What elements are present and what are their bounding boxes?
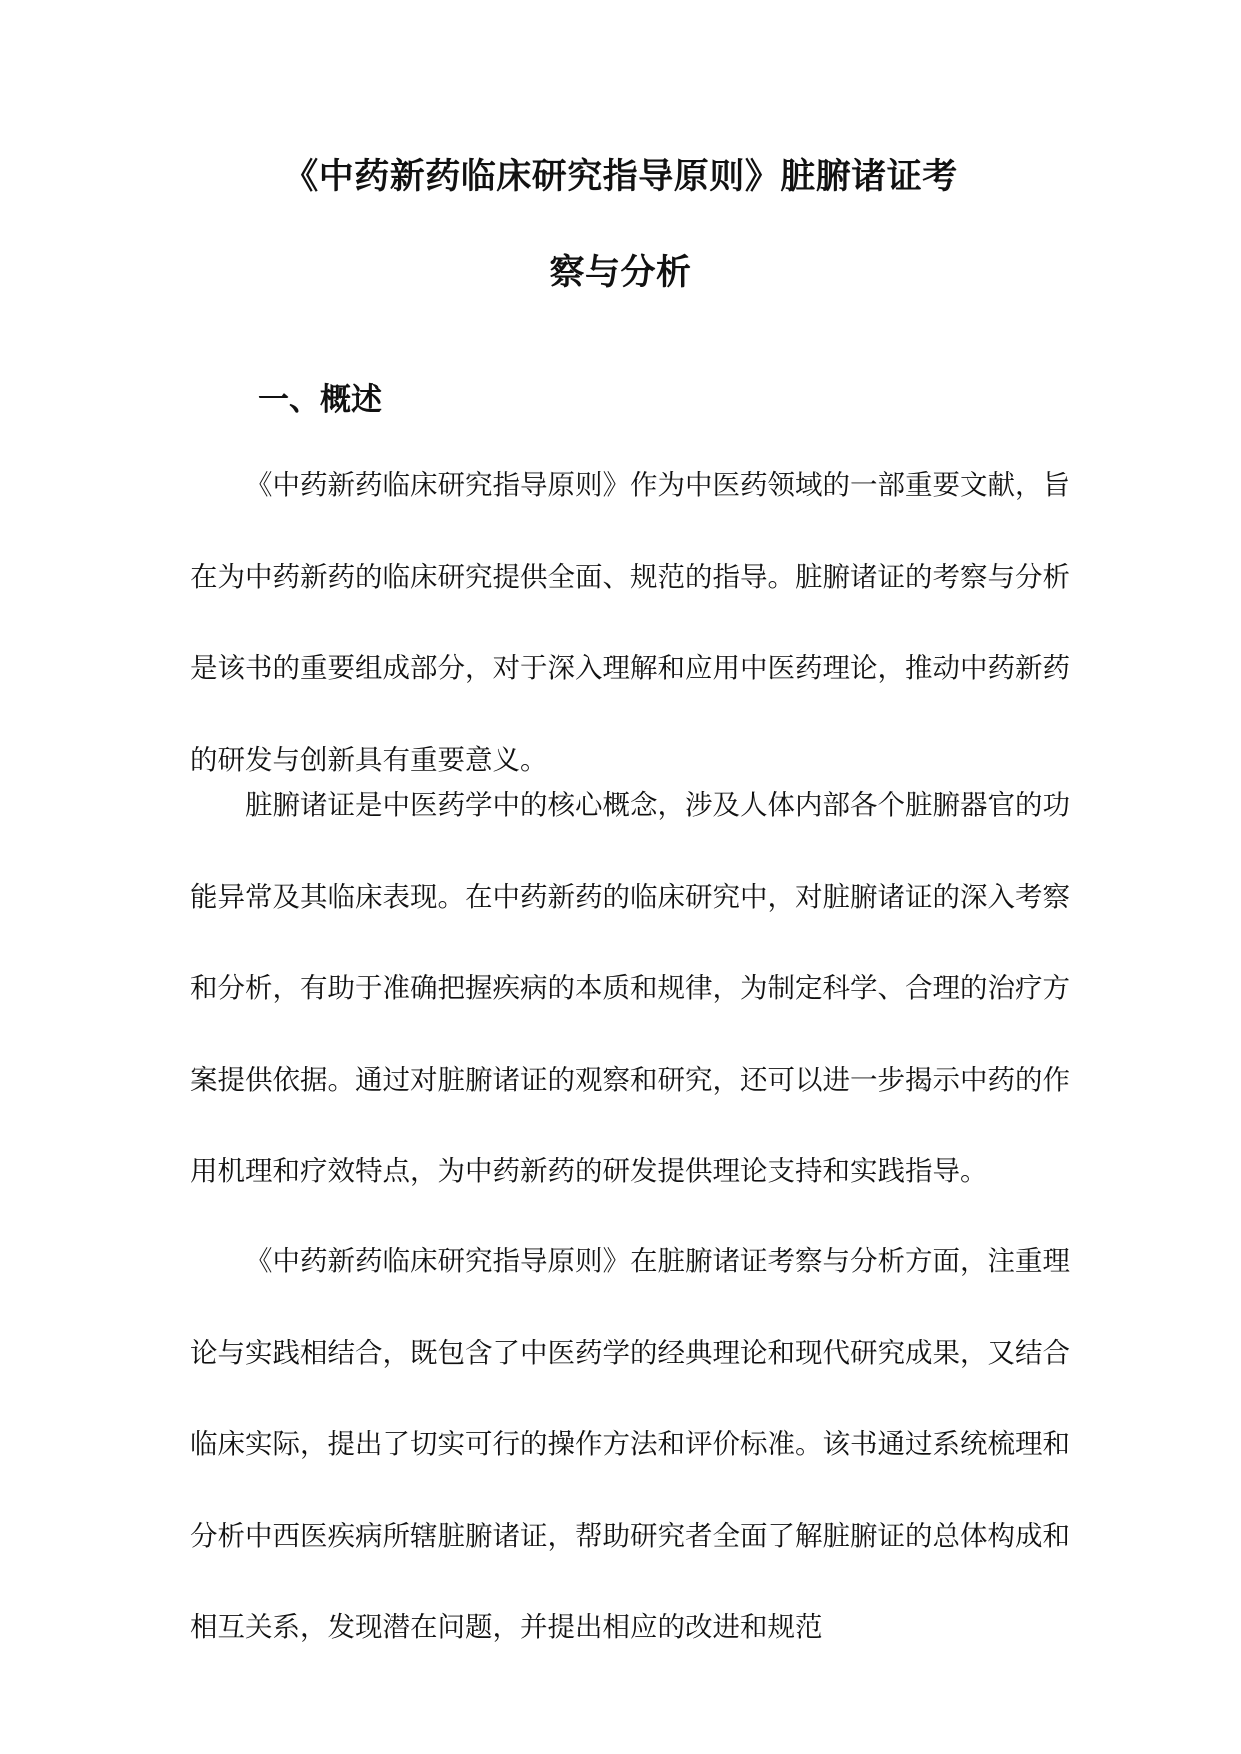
- document-title-line-2: 察与分析: [549, 253, 692, 293]
- paragraph-3: 《中药新药临床研究指导原则》在脏腑诸证考察与分析方面，注重理论与实践相结合，既包含了中医药学的经典理论和现代研究成果，又结合临床实际，提出了切实可行的操作方法和评价标准。该书通过系统梳理和分析中西医疾病所辖脏腑诸证，帮助研究者全面了解脏腑证的总体构成和相互关系，发现潜在问题，并提出相应的改进和规范: [190, 1245, 1070, 1644]
- paragraph-1: 《中药新药临床研究指导原则》作为中医药领域的一部重要文献，旨在为中药新药的临床研究提供全面、规范的指导。脏腑诸证的考察与分析是该书的重要组成部分，对于深入理解和应用中医药理论，推动中药新药的研发与创新具有重要意义。: [190, 469, 1070, 776]
- section-heading: 一、概述: [258, 382, 382, 418]
- document-title-line-1: 《中药新药临床研究指导原则》脏腑诸证考: [283, 157, 958, 197]
- paragraph-2: 脏腑诸证是中医药学中的核心概念，涉及人体内部各个脏腑器官的功能异常及其临床表现。在中药新药的临床研究中，对脏腑诸证的深入考察和分析，有助于准确把握疾病的本质和规律，为制定科学、合理的治疗方案提供依据。通过对脏腑诸证的观察和研究，还可以进一步揭示中药的作用机理和疗效特点，为中药新药的研发提供理论支持和实践指导。: [190, 789, 1070, 1188]
